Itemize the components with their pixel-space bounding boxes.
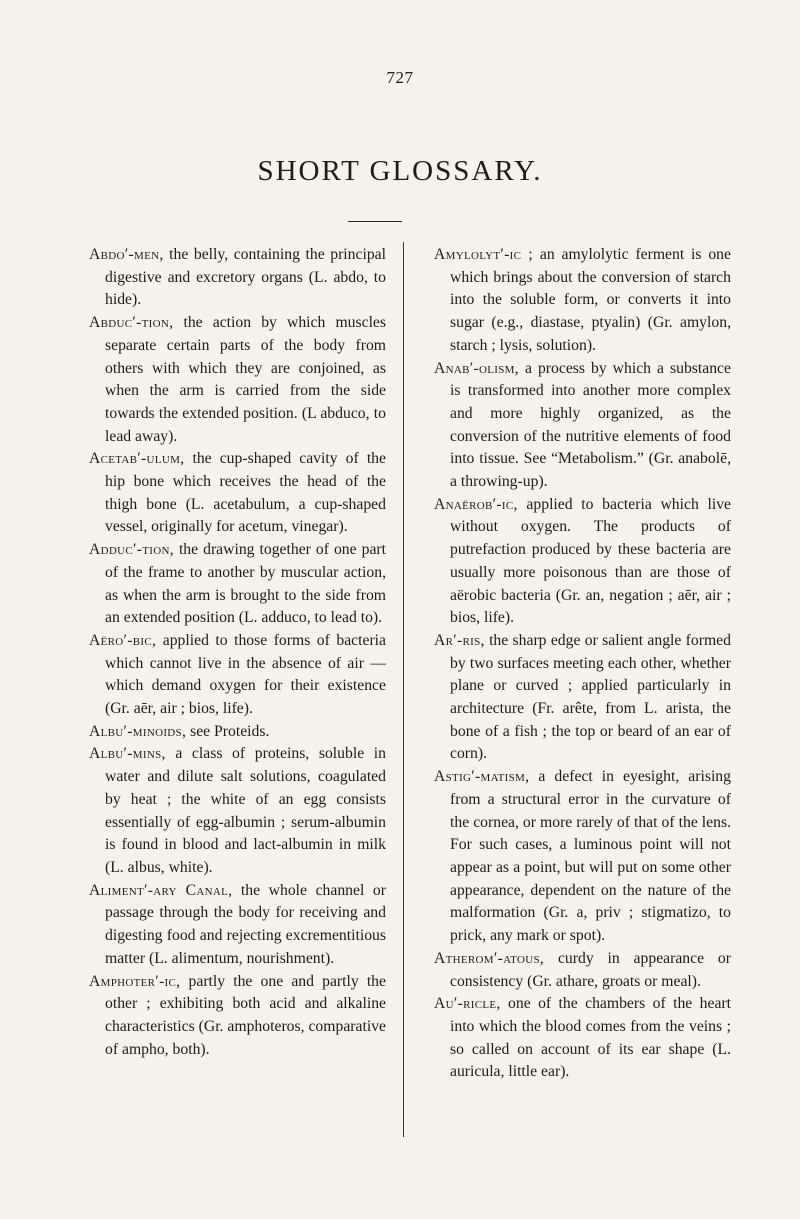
entry-term: Adduc′-tion, xyxy=(89,541,174,559)
entry-term: Aliment′-ary Canal, xyxy=(89,881,233,899)
entry-term: Albu′-mins, xyxy=(89,745,166,763)
page-number: 727 xyxy=(386,68,414,87)
glossary-entry xyxy=(434,494,731,630)
entry-term: Amylolyt′-ic ; xyxy=(434,246,534,263)
entry-definition: the drawing together of one part of the frame to another by muscular action, as when the arm is brought to the side from an extended position (L. adduco, to lead to). xyxy=(105,541,386,627)
glossary-entry xyxy=(89,312,386,448)
glossary-entry xyxy=(434,244,731,358)
glossary-entry xyxy=(89,244,386,312)
entry-definition: the belly, containing the principal digestive and excretory organs (L. abdo, to hide). xyxy=(105,246,386,309)
glossary-entry xyxy=(434,993,731,1084)
entry-term: Amphoter′-ic, xyxy=(89,972,181,990)
glossary-entry xyxy=(89,743,386,879)
glossary-entry xyxy=(434,766,731,948)
page-title: SHORT GLOSSARY. xyxy=(257,155,543,188)
entry-definition: applied to bacteria which live without oxygen. The products of putrefaction produced by these bacteria are usually more poisonous than are those of aërobic bacteria (Gr. an, negation ; aēr, air ; bios, life). xyxy=(450,495,731,627)
glossary-entry xyxy=(434,358,731,494)
column-divider xyxy=(403,242,404,1137)
right-column xyxy=(434,244,731,1084)
entry-term: Astig′-matism, xyxy=(434,768,530,786)
entry-definition: see Proteids. xyxy=(186,722,270,740)
entry-term: Albu′-minoids, xyxy=(89,722,187,740)
glossary-entry xyxy=(89,880,386,971)
entry-definition: a class of proteins, soluble in water and dilute salt solutions, coagulated by heat ; the white of an egg consists essentially of egg-albumin ; serum-albumin is found in blood and lact-albumin in milk (L. albus, white). xyxy=(105,745,386,876)
entry-term: Au′-ricle, xyxy=(434,995,501,1013)
entry-definition: the action by which muscles separate certain parts of the body from others with which they are conjoined, as when the arm is carried from the side towards the extended position. (L abduco, to lead away). xyxy=(105,314,386,445)
entry-definition: curdy in appearance or consistency (Gr. athare, groats or meal). xyxy=(450,949,731,990)
entry-term: Acetab′-ulum, xyxy=(89,450,185,468)
entry-term: Abdo′-men, xyxy=(89,246,164,263)
glossary-entry xyxy=(434,948,731,993)
entry-term: Abduc′-tion, xyxy=(89,314,174,332)
entry-term: Anab′-olism, xyxy=(434,359,519,377)
left-column xyxy=(89,244,386,1061)
glossary-entry xyxy=(89,448,386,539)
entry-term: Aëro′-bic, xyxy=(89,631,157,649)
entry-definition: a defect in eyesight, arising from a structural error in the curvature of the cornea, or more rarely of that of the lens. For such cases, a luminous point will not appear as a point, but will put on some other appearance, dependent on the nature of the malformation (Gr. a, priv ; stigmatizo, to prick, any mark or spot). xyxy=(450,768,731,945)
entry-term: Anaërob′-ic, xyxy=(434,495,518,513)
title-rule xyxy=(348,221,402,222)
glossary-entry xyxy=(89,539,386,630)
entry-definition: the whole channel or passage through the body for receiving and digesting food and rejecting excrementitious matter (L. alimentum, nourishment). xyxy=(105,881,386,967)
entry-definition: the cup-shaped cavity of the hip bone which receives the head of the thigh bone (L. acetabulum, a cup-shaped vessel, originally for acetum, vinegar). xyxy=(105,450,386,536)
entry-term: Atherom′-atous, xyxy=(434,949,545,967)
entry-definition: a process by which a substance is transformed into another more complex and more highly organized, as the conversion of the nutritive elements of food into tissue. See “Metabolism.” (Gr. anabolē, a throwing-up). xyxy=(450,359,731,491)
glossary-entry xyxy=(89,630,386,721)
entry-definition: applied to those forms of bacteria which cannot live in the absence of air — which demand oxygen for their existence (Gr. aēr, air ; bios, life). xyxy=(105,631,386,718)
entry-term: Ar′-ris, xyxy=(434,631,485,649)
glossary-entry xyxy=(89,971,386,1062)
entry-definition: one of the chambers of the heart into which the blood comes from the veins ; so called on account of its ear shape (L. auricula, little ear). xyxy=(450,995,731,1081)
entry-definition: partly the one and partly the other ; exhibiting both acid and alkaline characteristics (Gr. amphoteros, comparative of ampho, both). xyxy=(105,972,386,1058)
entry-definition: the sharp edge or salient angle formed by two surfaces meeting each other, whether plane or curved ; applied particularly in architecture (Fr. arête, from L. arista, the bone of a fish ; the top or beard of an ear of corn). xyxy=(450,631,731,763)
glossary-entry xyxy=(434,630,731,766)
entry-definition: an amylolytic ferment is one which brings about the conversion of starch into the soluble form, or converts it into sugar (e.g., diastase, ptyalin) (Gr. amylon, starch ; lysis, solution). xyxy=(450,246,731,354)
glossary-entry xyxy=(89,721,386,744)
